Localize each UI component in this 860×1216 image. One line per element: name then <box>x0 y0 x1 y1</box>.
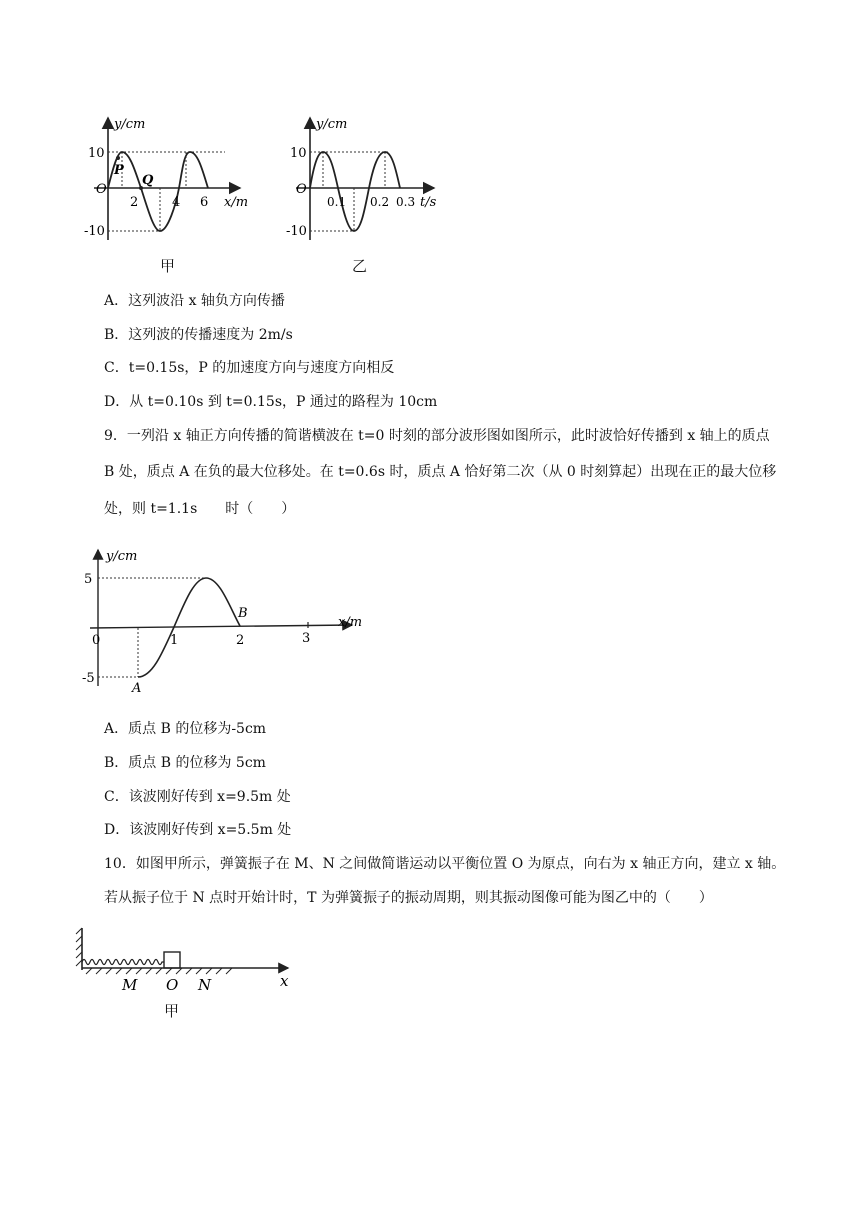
jia-x-label: x/m <box>224 195 249 210</box>
figure-jia-caption: 甲 <box>160 257 176 275</box>
q8-option-b-letter: B． <box>104 327 129 343</box>
yi-y-label: y/cm <box>316 117 348 132</box>
jia-tick-x-2: 2 <box>130 195 139 210</box>
q9-option-d-letter: D． <box>104 822 130 838</box>
q9-point-b: B <box>238 606 248 621</box>
q8-option-c-letter: C． <box>104 360 129 376</box>
yi-tick-y-neg10: -10 <box>286 224 307 239</box>
q9-option-a-text: 质点 B 的位移为-5cm <box>128 721 267 737</box>
jia-tick-y-10: 10 <box>88 146 105 161</box>
jia-point-p: P <box>114 163 124 178</box>
q9-option-c-letter: C． <box>104 789 129 805</box>
q8-option-a-text: 这列波沿 x 轴负方向传播 <box>128 293 285 309</box>
jia-origin-label: O <box>96 182 107 197</box>
q10-stem-line-1: 10．如图甲所示，弹簧振子在 M、N 之间做简谐运动以平衡位置 O 为原点，向右为 x 轴正方向，建立 x 轴。 <box>104 856 786 872</box>
q10-point-o: O <box>166 976 179 994</box>
q9-x-label: x/m <box>338 615 363 630</box>
q9-option-b-text: 质点 B 的位移为 5cm <box>128 755 266 771</box>
yi-x-label: t/s <box>420 195 437 210</box>
q9-option-d <box>104 820 291 840</box>
yi-tick-x-02: 0.2 <box>370 195 390 209</box>
q9-option-c-text: 该波刚好传到 x=9.5m 处 <box>128 789 291 805</box>
q8-option-a-letter: A． <box>104 293 129 309</box>
yi-tick-y-10: 10 <box>290 146 307 161</box>
q9-option-a-letter: A． <box>104 721 129 737</box>
q10-point-m: M <box>122 976 138 994</box>
q10-x-label: x <box>280 972 289 990</box>
figure-yi-caption: 乙 <box>352 257 368 275</box>
q8-option-a <box>104 291 285 311</box>
jia-point-q: Q <box>142 173 154 188</box>
q9-tick-y-5: 5 <box>84 572 93 587</box>
figure-q10-spring-oscillator <box>74 924 304 1019</box>
yi-tick-x-01: 0.1 <box>327 195 347 209</box>
q9-tick-x-2: 2 <box>236 633 245 648</box>
q10-point-n: N <box>198 976 212 994</box>
figure-q10-caption: 甲 <box>164 1002 180 1020</box>
q9-tick-y-neg5: -5 <box>82 671 95 686</box>
jia-tick-y-neg10: -10 <box>84 224 105 239</box>
q9-stem-line-1: 9．一列沿 x 轴正方向传播的简谐横波在 t=0 时刻的部分波形图如图所示，此时波恰好传播到 x 轴上的质点 <box>104 428 770 444</box>
jia-tick-x-4: 4 <box>172 195 181 210</box>
q9-point-a: A <box>132 681 142 696</box>
figure-yi-vibration-graph <box>282 112 452 247</box>
q9-option-b-letter: B． <box>104 755 129 771</box>
q9-stem-line-2: B 处，质点 A 在负的最大位移处。在 t=0.6s 时，质点 A 恰好第二次（从 0 时刻算起）出现在正的最大位移 <box>104 464 777 480</box>
jia-tick-x-6: 6 <box>200 195 209 210</box>
q10-stem-line-2: 若从振子位于 N 点时开始计时，T 为弹簧振子的振动周期，则其振动图像可能为图乙中的（ ） <box>104 890 713 906</box>
q9-tick-x-3: 3 <box>302 631 311 646</box>
q9-option-d-text: 该波刚好传到 x=5.5m 处 <box>129 822 292 838</box>
q9-option-a <box>104 719 266 739</box>
jia-y-label: y/cm <box>114 117 146 132</box>
q9-origin-label: 0 <box>92 633 101 648</box>
yi-tick-x-03: 0.3 <box>396 195 416 209</box>
q9-tick-x-1: 1 <box>170 633 179 648</box>
q8-option-d-letter: D． <box>104 394 130 410</box>
q8-option-d-text: 从 t=0.10s 到 t=0.15s，P 通过的路程为 10cm <box>129 394 438 410</box>
q8-option-c <box>104 358 394 378</box>
q8-option-b <box>104 325 293 345</box>
q8-option-c-text: t=0.15s，P 的加速度方向与速度方向相反 <box>128 360 395 376</box>
q9-stem-line-3: 处，则 t=1.1s 时（ ） <box>104 501 296 517</box>
q8-option-d <box>104 392 437 412</box>
yi-origin-label: O <box>296 182 307 197</box>
q8-option-b-text: 这列波的传播速度为 2m/s <box>128 327 293 343</box>
q9-option-c <box>104 787 291 807</box>
q9-option-b <box>104 753 266 773</box>
figure-q9-wave-graph <box>82 546 372 696</box>
figure-jia-wave-graph <box>78 112 258 247</box>
q9-y-label: y/cm <box>106 549 138 564</box>
